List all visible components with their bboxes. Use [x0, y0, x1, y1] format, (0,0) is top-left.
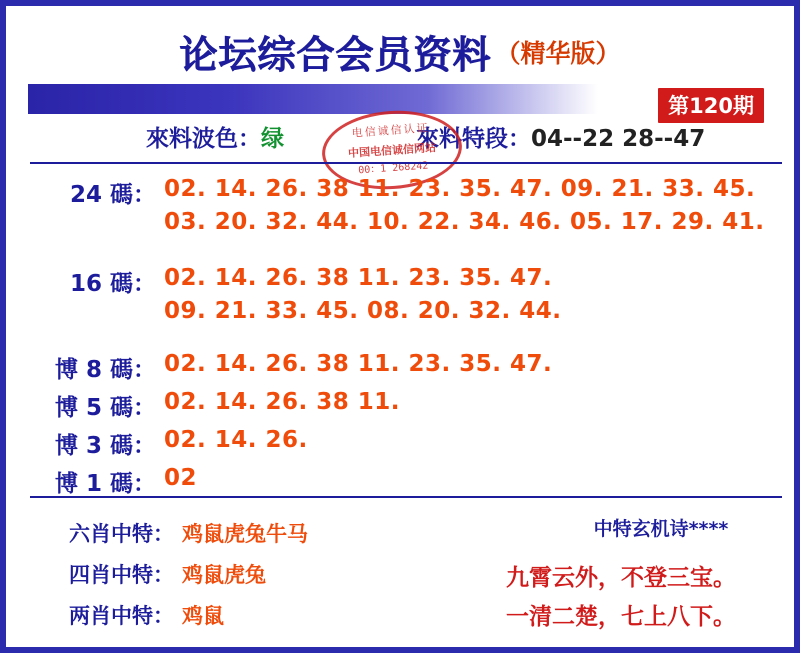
- wave-color-group: [146, 120, 284, 153]
- code-values-3: 02. 14. 26.: [164, 427, 308, 453]
- blue-gradient-bar: [28, 84, 598, 114]
- code-label-24: 24 碼：: [69, 182, 156, 208]
- wave-color-value: 绿: [261, 126, 284, 152]
- divider-top: [30, 162, 782, 164]
- code-values-16-line2: 09. 21. 33. 45. 08. 20. 32. 44.: [164, 298, 562, 324]
- zodiac-label-four: 四肖中特：: [69, 563, 174, 587]
- poster-inner: [6, 6, 794, 647]
- code-values-24-line2: 03. 20. 32. 44. 10. 22. 34. 46. 05. 17. 29. 41.: [164, 209, 765, 235]
- code-label-1: 博 1 碼：: [54, 471, 156, 497]
- code-label-16: 16 碼：: [69, 271, 156, 297]
- code-label-3: 博 3 碼：: [54, 433, 156, 459]
- zodiac-value-two: 鸡鼠: [182, 604, 224, 628]
- code-label-8: 博 8 碼：: [54, 357, 156, 383]
- zodiac-value-four: 鸡鼠虎兔: [182, 563, 266, 587]
- zodiac-value-six: 鸡鼠虎兔牛马: [182, 522, 308, 546]
- stamp-line-3: 00：1 268242: [357, 160, 429, 177]
- poem-line-1: 九霄云外，不登三宝。: [506, 565, 736, 591]
- code-values-16-line1: 02. 14. 26. 38 11. 23. 35. 47.: [164, 265, 553, 291]
- special-segment-value: 04--22 28--47: [531, 126, 706, 152]
- poem-title: 中特玄机诗****: [593, 518, 729, 540]
- wave-color-label: 來料波色：: [146, 126, 261, 152]
- poem-line-2: 一清二楚，七上八下。: [506, 604, 736, 630]
- zodiac-label-two: 两肖中特：: [69, 604, 174, 628]
- title-main-text: 论坛综合会员资料: [179, 33, 492, 77]
- special-segment-label: 來料特段：: [416, 126, 531, 152]
- wave-row: [6, 118, 794, 152]
- page-title: [6, 24, 794, 79]
- issue-badge: 第120期: [658, 88, 764, 123]
- special-segment-group: [416, 120, 705, 153]
- code-values-5: 02. 14. 26. 38 11.: [164, 389, 401, 415]
- stamp-line-1: 电信诚信认证: [351, 121, 430, 140]
- stamp-line-2: 中国电信诚信网站: [347, 140, 437, 161]
- zodiac-label-six: 六肖中特：: [69, 522, 174, 546]
- code-values-1: 02: [164, 465, 198, 491]
- code-label-5: 博 5 碼：: [54, 395, 156, 421]
- title-sub-text: （精华版）: [495, 39, 621, 68]
- code-values-8: 02. 14. 26. 38 11. 23. 35. 47.: [164, 351, 553, 377]
- divider-bottom: [30, 496, 782, 498]
- code-values-24-line1: 02. 14. 26. 38 11. 23. 35. 47. 09. 21. 33. 45.: [164, 176, 756, 202]
